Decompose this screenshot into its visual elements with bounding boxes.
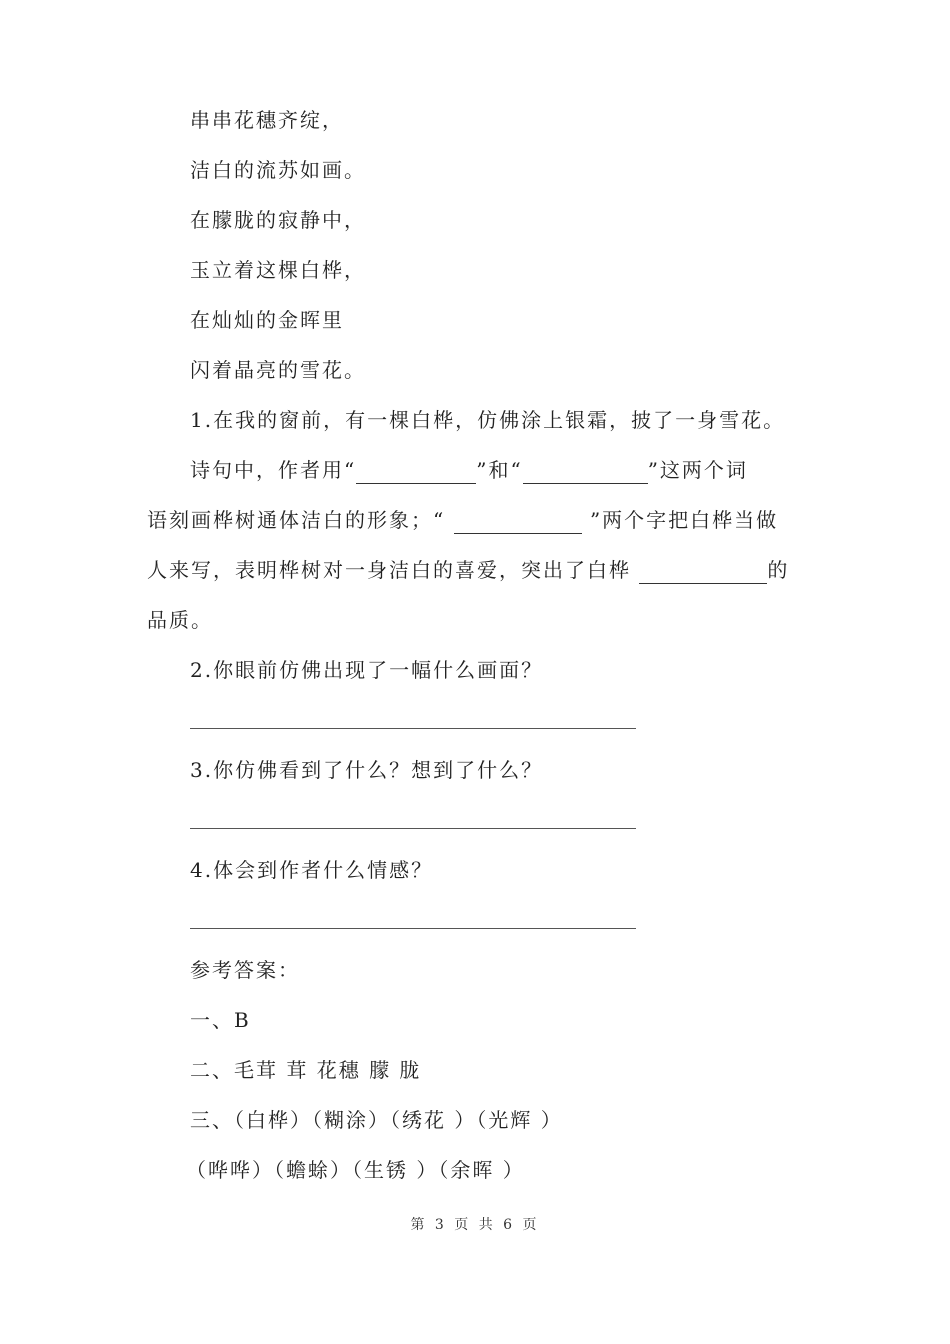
question-1-para-line-2 bbox=[147, 506, 778, 534]
poem-line-3: 在朦胧的寂静中， bbox=[190, 208, 366, 232]
blank-4 bbox=[639, 563, 767, 584]
blank-1 bbox=[356, 463, 476, 484]
poem-line-2: 洁白的流苏如画。 bbox=[190, 158, 366, 182]
answer-3-line-2: （哗哗）（蟾蜍）（生锈 ）（余晖 ） bbox=[186, 1158, 525, 1182]
answer-line-q3 bbox=[190, 828, 636, 829]
blank-2 bbox=[523, 463, 648, 484]
q1-text: 人来写，表明桦树对一身洁白的喜爱，突出了白桦 bbox=[147, 558, 631, 582]
answer-2: 二、毛茸 茸 花穗 朦 胧 bbox=[190, 1058, 422, 1082]
question-4: 4.体会到作者什么情感？ bbox=[190, 858, 434, 882]
question-1-para-line-4: 品质。 bbox=[147, 608, 213, 632]
q1-text: ”和“ bbox=[476, 458, 523, 482]
answer-1: 一、B bbox=[190, 1008, 251, 1032]
q1-text: 的 bbox=[767, 558, 790, 582]
question-1-stem: 1.在我的窗前，有一棵白桦，仿佛涂上银霜，披了一身雪花。 bbox=[190, 408, 786, 432]
answer-line-q2 bbox=[190, 728, 636, 729]
q1-text: 语刻画桦树通体洁白的形象；“ bbox=[147, 508, 446, 532]
question-2: 2.你眼前仿佛出现了一幅什么画面？ bbox=[190, 658, 544, 682]
answer-line-q4 bbox=[190, 928, 636, 929]
poem-line-6: 闪着晶亮的雪花。 bbox=[190, 358, 366, 382]
poem-line-1: 串串花穗齐绽， bbox=[190, 108, 344, 132]
question-1-para-line-3 bbox=[147, 556, 789, 584]
answer-3-line-1: 三、（白桦）（糊涂）（绣花 ）（光辉 ） bbox=[190, 1108, 563, 1132]
q1-text: ”两个字把白桦当做 bbox=[589, 508, 779, 532]
question-1-para-line-1 bbox=[190, 456, 748, 484]
q1-text: 诗句中，作者用“ bbox=[190, 458, 357, 482]
poem-line-5: 在灿灿的金晖里 bbox=[190, 308, 344, 332]
poem-line-4: 玉立着这棵白桦， bbox=[190, 258, 366, 282]
question-3: 3.你仿佛看到了什么？想到了什么？ bbox=[190, 758, 544, 782]
blank-3 bbox=[454, 513, 582, 534]
q1-text: ”这两个词 bbox=[647, 458, 748, 482]
page-footer: 第 3 页 共 6 页 bbox=[410, 1217, 540, 1233]
answers-heading: 参考答案： bbox=[190, 958, 300, 982]
